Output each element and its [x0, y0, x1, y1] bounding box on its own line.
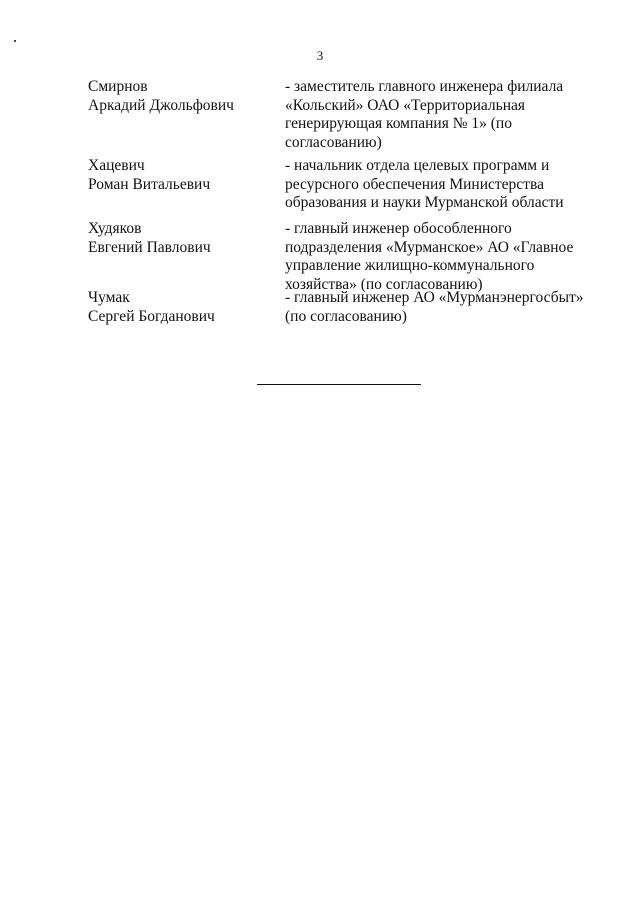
role-line: хозяйства» (по согласованию)	[285, 275, 483, 293]
end-of-list-divider	[257, 384, 421, 385]
member-given-names: Евгений Павлович	[88, 238, 211, 256]
member-surname: Хацевич	[88, 157, 145, 174]
role-line: - главный инженер обособленного	[285, 220, 512, 237]
role-line: управление жилищно-коммунального	[285, 257, 535, 274]
role-line: - заместитель главного инженера филиала	[285, 78, 564, 95]
role-line: подразделения «Мурманское» АО «Главное	[285, 238, 574, 256]
member-given-names: Аркадий Джольфович	[88, 96, 234, 114]
role-line: образования и науки Мурманской области	[285, 194, 564, 211]
role-line: ресурсного обеспечения Министерства	[285, 175, 544, 193]
role-line: генерирующая компания № 1» (по	[285, 115, 512, 132]
member-role	[285, 289, 595, 326]
scan-speck	[14, 40, 16, 42]
member-surname: Смирнов	[88, 78, 148, 95]
member-role	[285, 78, 595, 152]
member-name	[88, 157, 278, 194]
role-line: - главный инженер АО «Мурманэнергосбыт»	[285, 289, 584, 306]
member-surname: Чумак	[88, 289, 130, 306]
role-line: «Кольский» ОАО «Территориальная	[285, 96, 525, 114]
member-surname: Худяков	[88, 220, 142, 237]
member-given-names: Сергей Богданович	[88, 307, 215, 325]
role-line: (по согласованию)	[285, 307, 407, 325]
page-number: 3	[316, 48, 324, 63]
member-given-names: Роман Витальевич	[88, 175, 211, 193]
role-line: - начальник отдела целевых программ и	[285, 157, 550, 174]
member-name	[88, 220, 278, 257]
member-role	[285, 220, 595, 294]
member-name	[88, 289, 278, 326]
member-role	[285, 157, 595, 213]
member-name	[88, 78, 278, 115]
role-line: согласованию)	[285, 133, 382, 151]
